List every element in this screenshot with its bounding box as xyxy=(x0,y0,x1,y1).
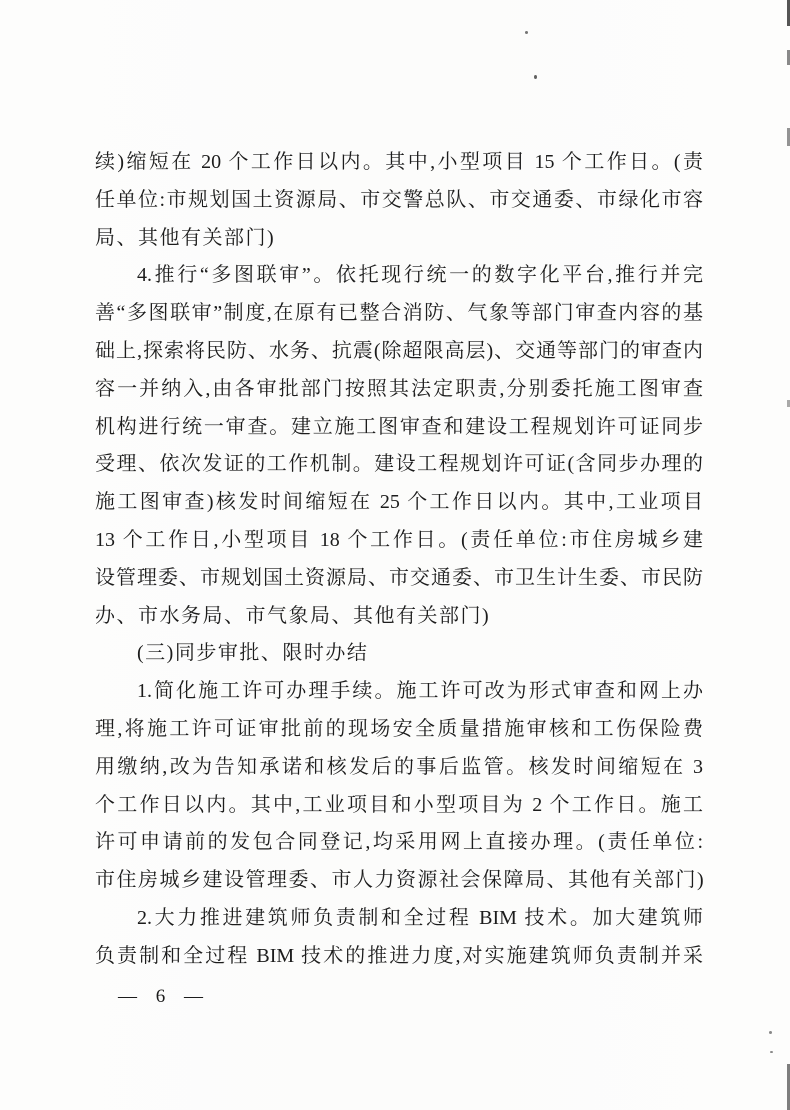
text-line: 受理、依次发证的工作机制。建设工程规划许可证(含同步办理的 xyxy=(95,453,703,476)
scan-speck xyxy=(525,31,528,34)
text-line: 续)缩短在 20 个工作日以内。其中,小型项目 15 个工作日。(责 xyxy=(95,151,703,173)
text-line: 许可申请前的发包合同登记,均采用网上直接办理。(责任单位: xyxy=(95,831,703,854)
text-line: 理,将施工许可证审批前的现场安全质量措施审核和工伤保险费 xyxy=(95,717,703,740)
scan-speck xyxy=(770,1051,773,1053)
text-line: 础上,探索将民防、水务、抗震(除超限高层)、交通等部门的审查内 xyxy=(95,339,703,362)
text-line: 个工作日以内。其中,工业项目和小型项目为 2 个工作日。施工 xyxy=(95,793,703,816)
text-line: 任单位:市规划国土资源局、市交警总队、市交通委、市绿化市容 xyxy=(95,188,703,211)
text-line: (三)同步审批、限时办结 xyxy=(137,642,369,665)
text-line: 办、市水务局、市气象局、其他有关部门) xyxy=(95,604,491,627)
page-number: — 6 — xyxy=(118,986,210,1007)
paragraph xyxy=(95,900,703,976)
text-line: 容一并纳入,由各审批部门按照其法定职责,分别委托施工图审查 xyxy=(95,377,703,400)
text-line: 设管理委、市规划国土资源局、市交通委、市卫生计生委、市民防 xyxy=(95,566,703,589)
text-line: 善“多图联审”制度,在原有已整合消防、气象等部门审查内容的基 xyxy=(95,302,703,325)
paragraph xyxy=(95,257,703,635)
text-line: 市住房城乡建设管理委、市人力资源社会保障局、其他有关部门) xyxy=(95,869,706,892)
text-line: 1.简化施工许可办理手续。施工许可改为形式审查和网上办 xyxy=(137,680,703,703)
scan-edge-artifact xyxy=(786,0,790,1110)
scan-speck xyxy=(534,75,537,79)
document-body xyxy=(95,144,706,976)
text-line: 4.推行“多图联审”。依托现行统一的数字化平台,推行并完 xyxy=(137,264,703,287)
text-line: 13 个工作日,小型项目 18 个工作日。(责任单位:市住房城乡建 xyxy=(95,528,703,551)
paragraph xyxy=(95,144,703,257)
text-line: 机构进行统一审查。建立施工图审查和建设工程规划许可证同步 xyxy=(95,415,703,438)
text-line: 用缴纳,改为告知承诺和核发后的事后监管。核发时间缩短在 3 xyxy=(95,755,703,778)
paragraph xyxy=(95,673,706,900)
text-line: 负责制和全过程 BIM 技术的推进力度,对实施建筑师负责制并采 xyxy=(95,944,703,967)
text-line: 局、其他有关部门) xyxy=(95,226,276,249)
text-line: 施工图审查)核发时间缩短在 25 个工作日以内。其中,工业项目 xyxy=(95,491,703,514)
scan-speck xyxy=(769,1031,772,1034)
section-heading xyxy=(95,635,703,673)
text-line: 2.大力推进建筑师负责制和全过程 BIM 技术。加大建筑师 xyxy=(137,906,703,929)
